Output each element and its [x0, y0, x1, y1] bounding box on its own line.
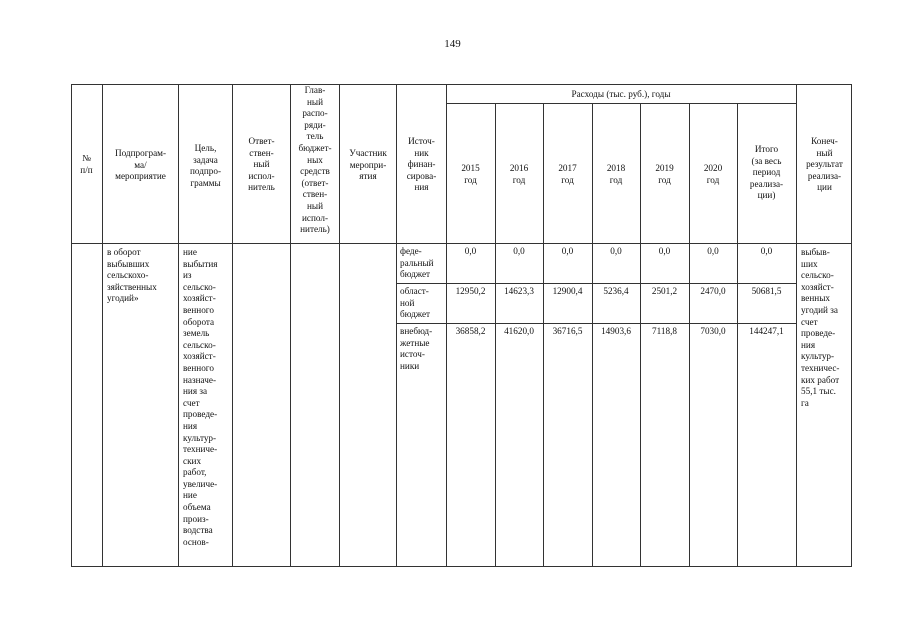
header-bottom-line: [71, 243, 852, 244]
cell-value: 36858,2: [455, 326, 486, 336]
header-year: 2016 год: [509, 163, 529, 185]
header-num: № п/п: [80, 153, 93, 175]
cell-value: 36716,5: [552, 326, 583, 336]
row-source: област- ной бюджет: [400, 286, 431, 320]
header-expenses: Расходы (тыс. руб.), годы: [571, 89, 671, 99]
cell-value: 12950,2: [455, 286, 486, 296]
page-number: 149: [444, 38, 461, 50]
cell-value: 50681,5: [751, 286, 782, 296]
cell-value: 5236,4: [603, 286, 629, 296]
cell-value: 0,0: [513, 246, 525, 256]
row-source: феде- ральный бюджет: [400, 246, 434, 280]
header-year: 2020 год: [703, 163, 723, 185]
row-source: внебюд- жетные источ- ники: [400, 326, 433, 371]
cell-value: 7030,0: [700, 326, 726, 336]
header-year: 2018 год: [606, 163, 626, 185]
header-result: Конеч- ный результат реализа- ции: [806, 136, 843, 193]
cell-value: 14903,6: [601, 326, 631, 336]
cell-value: 12900,4: [552, 286, 583, 296]
body-result: выбыв- ших сельско- хозяйст- венных угодий за счет проведе- ния культур- техничес- ких работ 55,1 тыс. га: [801, 247, 840, 408]
header-responsible: Ответ- ствен- ный испол- нитель: [248, 136, 275, 193]
header-subprogram: Подпрограм- ма/ мероприятие: [114, 148, 167, 182]
header-total: Итого (за весь период реализа- ции): [749, 144, 784, 201]
header-goal: Цель, задача подпро- граммы: [189, 143, 222, 188]
cell-value: 0,0: [561, 246, 574, 256]
cell-value: 2470,0: [700, 286, 726, 296]
cell-value: 0,0: [760, 246, 773, 256]
cell-value: 41620,0: [504, 326, 534, 336]
expenses-header-line: [446, 103, 796, 104]
cell-value: 7118,8: [652, 326, 677, 336]
header-participant: Участник меропри- ятия: [349, 148, 387, 182]
header-main-manager: Глав- ный распо- ряди- тель бюджет- ных средств (ответ- ствен- ный испол- нитель): [298, 85, 332, 235]
row-separator: [396, 283, 796, 284]
cell-value: 2501,2: [651, 286, 678, 296]
cell-value: 0,0: [658, 246, 671, 256]
cell-value: 0,0: [610, 246, 622, 256]
header-year: 2019 год: [655, 163, 674, 185]
body-subprogram: в оборот выбывших сельскохо- зяйственных угодий»: [107, 247, 157, 304]
cell-value: 0,0: [464, 246, 477, 256]
header-year: 2015 год: [461, 163, 480, 185]
cell-value: 0,0: [707, 246, 719, 256]
header-year: 2017 год: [558, 163, 577, 185]
row-separator: [396, 323, 796, 324]
body-goal: ние выбытия из сельско- хозяйст- венного оборота земель сельско- хозяйст- венного назначе- ния за счет проведе- ния культур- техниче- ских работ, увеличе- ние объема произ- водства основ-: [183, 247, 218, 547]
header-source: Источ- ник финан- сирова- ния: [406, 136, 437, 193]
cell-value: 144247,1: [749, 326, 784, 336]
cell-value: 14623,3: [504, 286, 534, 296]
